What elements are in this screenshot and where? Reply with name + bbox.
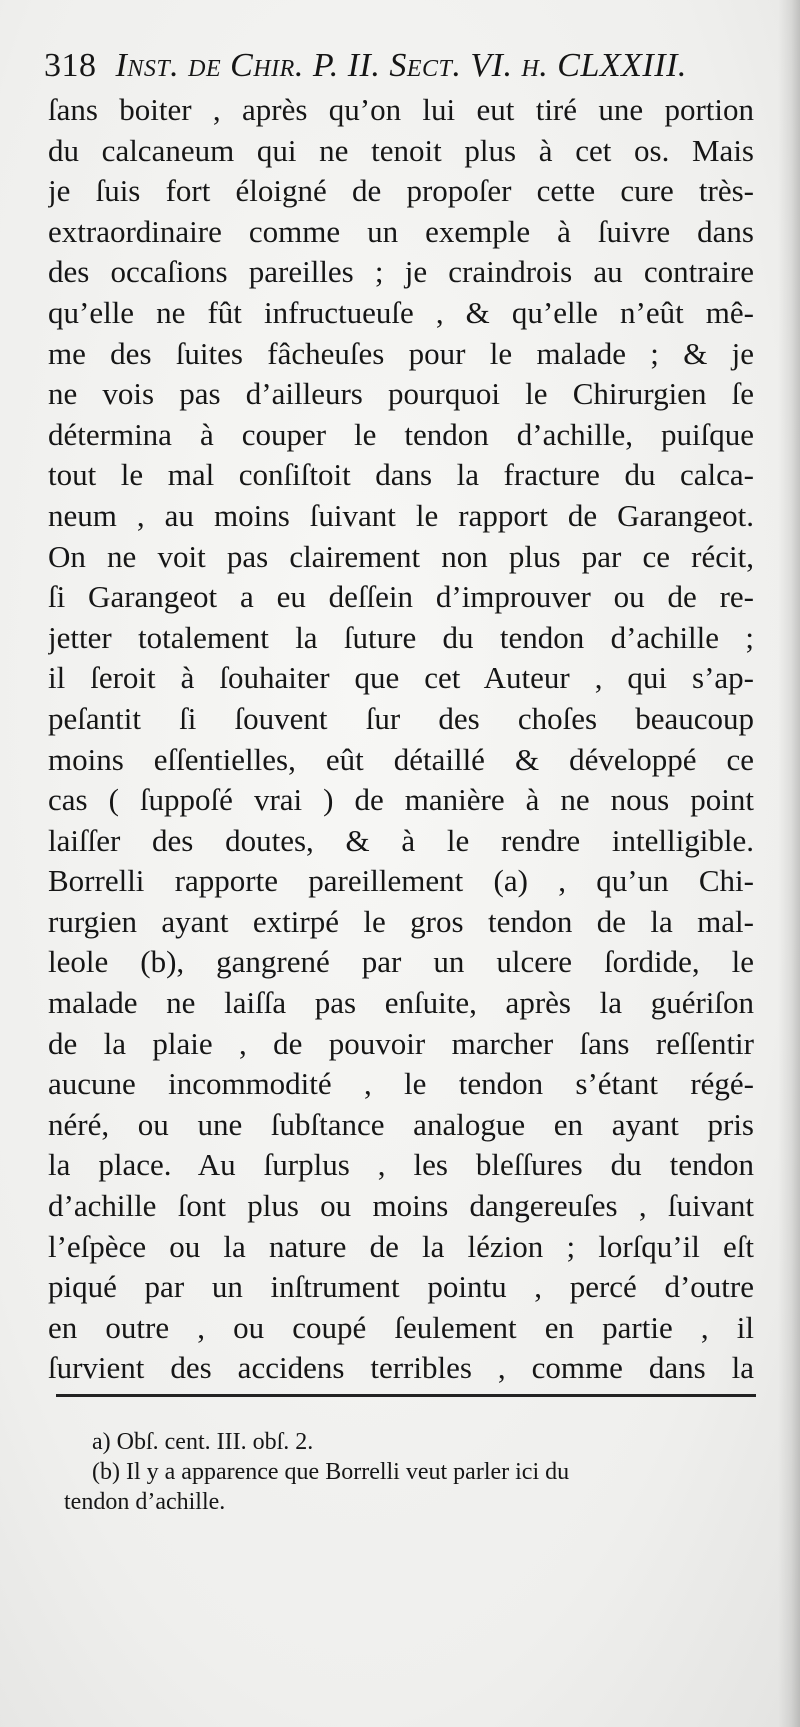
text-line: de la plaie , de pouvoir marcher ſans reſſentir (48, 1025, 754, 1061)
text-line: je ſuis fort éloigné de propoſer cette cure très- (48, 173, 754, 209)
text-line: ſurvient des accidens terribles , comme dans la (48, 1350, 754, 1386)
text-line: On ne voit pas clairement non plus par ce récit, (48, 538, 754, 574)
text-line: des occaſions pareilles ; je craindrois au contraire (48, 254, 754, 290)
text-line: piqué par un inſtrument pointu , percé d’outre (48, 1269, 754, 1305)
page-number: 318 (44, 47, 97, 84)
running-head-title: Inst. de Chir. P. II. Sect. VI. h. CLXXIII. (115, 47, 687, 84)
footnote-rule (56, 1394, 756, 1397)
text-line: aucune incommodité , le tendon s’étant régé- (48, 1066, 754, 1102)
text-line: rurgien ayant extirpé le gros tendon de la mal- (48, 903, 754, 939)
text-line: laiſſer des doutes, & à le rendre intelligible. (48, 822, 754, 858)
text-line: ſi Garangeot a eu deſſein d’improuver ou de re- (48, 579, 754, 615)
text-line: me des ſuites fâcheuſes pour le malade ; & je (48, 335, 754, 371)
text-line: ne vois pas d’ailleurs pourquoi le Chirurgien ſe (48, 376, 754, 412)
text-line: leole (b), gangrené par un ulcere ſordide, le (48, 944, 754, 980)
text-line: extraordinaire comme un exemple à ſuivre dans (48, 213, 754, 249)
text-line: d’achille ſont plus ou moins dangereuſes , ſuivant (48, 1188, 754, 1224)
text-line: cas ( ſuppoſé vrai ) de manière à ne nous point (48, 782, 754, 818)
text-line: ſans boiter , après qu’on lui eut tiré une portion (48, 92, 754, 127)
text-line: qu’elle ne fût infructueuſe , & qu’elle n’eût mê- (48, 294, 754, 330)
text-line: malade ne laiſſa pas enſuite, après la guériſon (48, 985, 754, 1021)
text-line: peſantit ſi ſouvent ſur des choſes beaucoup (48, 700, 754, 736)
text-line: moins eſſentielles, eût détaillé & développé ce (48, 741, 754, 777)
page-gutter-shadow (778, 0, 800, 1727)
text-line: la place. Au ſurplus , les bleſſures du tendon (48, 1147, 754, 1183)
footnote-line: a) Obſ. cent. III. obſ. 2. (92, 1429, 314, 1455)
text-line: Borrelli rapporte pareillement (a) , qu’un Chi- (48, 863, 754, 899)
body-text (48, 90, 754, 1389)
text-line: tout le mal conſiſtoit dans la fracture du calca- (48, 457, 754, 493)
footnote-line: tendon d’achille. (64, 1489, 226, 1515)
footnotes (52, 1428, 756, 1518)
running-head (44, 46, 756, 86)
text-line: il ſeroit à ſouhaiter que cet Auteur , qui s’ap- (48, 660, 754, 696)
text-line: jetter totalement la ſuture du tendon d’achille ; (48, 619, 754, 655)
text-line: du calcaneum qui ne tenoit plus à cet os. Mais (48, 132, 754, 168)
text-line: neum , au moins ſuivant le rapport de Garangeot. (48, 497, 754, 533)
text-line: en outre , ou coupé ſeulement en partie , il (48, 1309, 754, 1345)
text-line: détermina à couper le tendon d’achille, puiſque (48, 416, 754, 452)
footnote-line: (b) Il y a apparence que Borrelli veut parler ici du (92, 1459, 570, 1485)
text-line: l’eſpèce ou la nature de la lézion ; lorſqu’il eſt (48, 1228, 754, 1264)
text-line: néré, ou une ſubſtance analogue en ayant pris (48, 1106, 754, 1142)
